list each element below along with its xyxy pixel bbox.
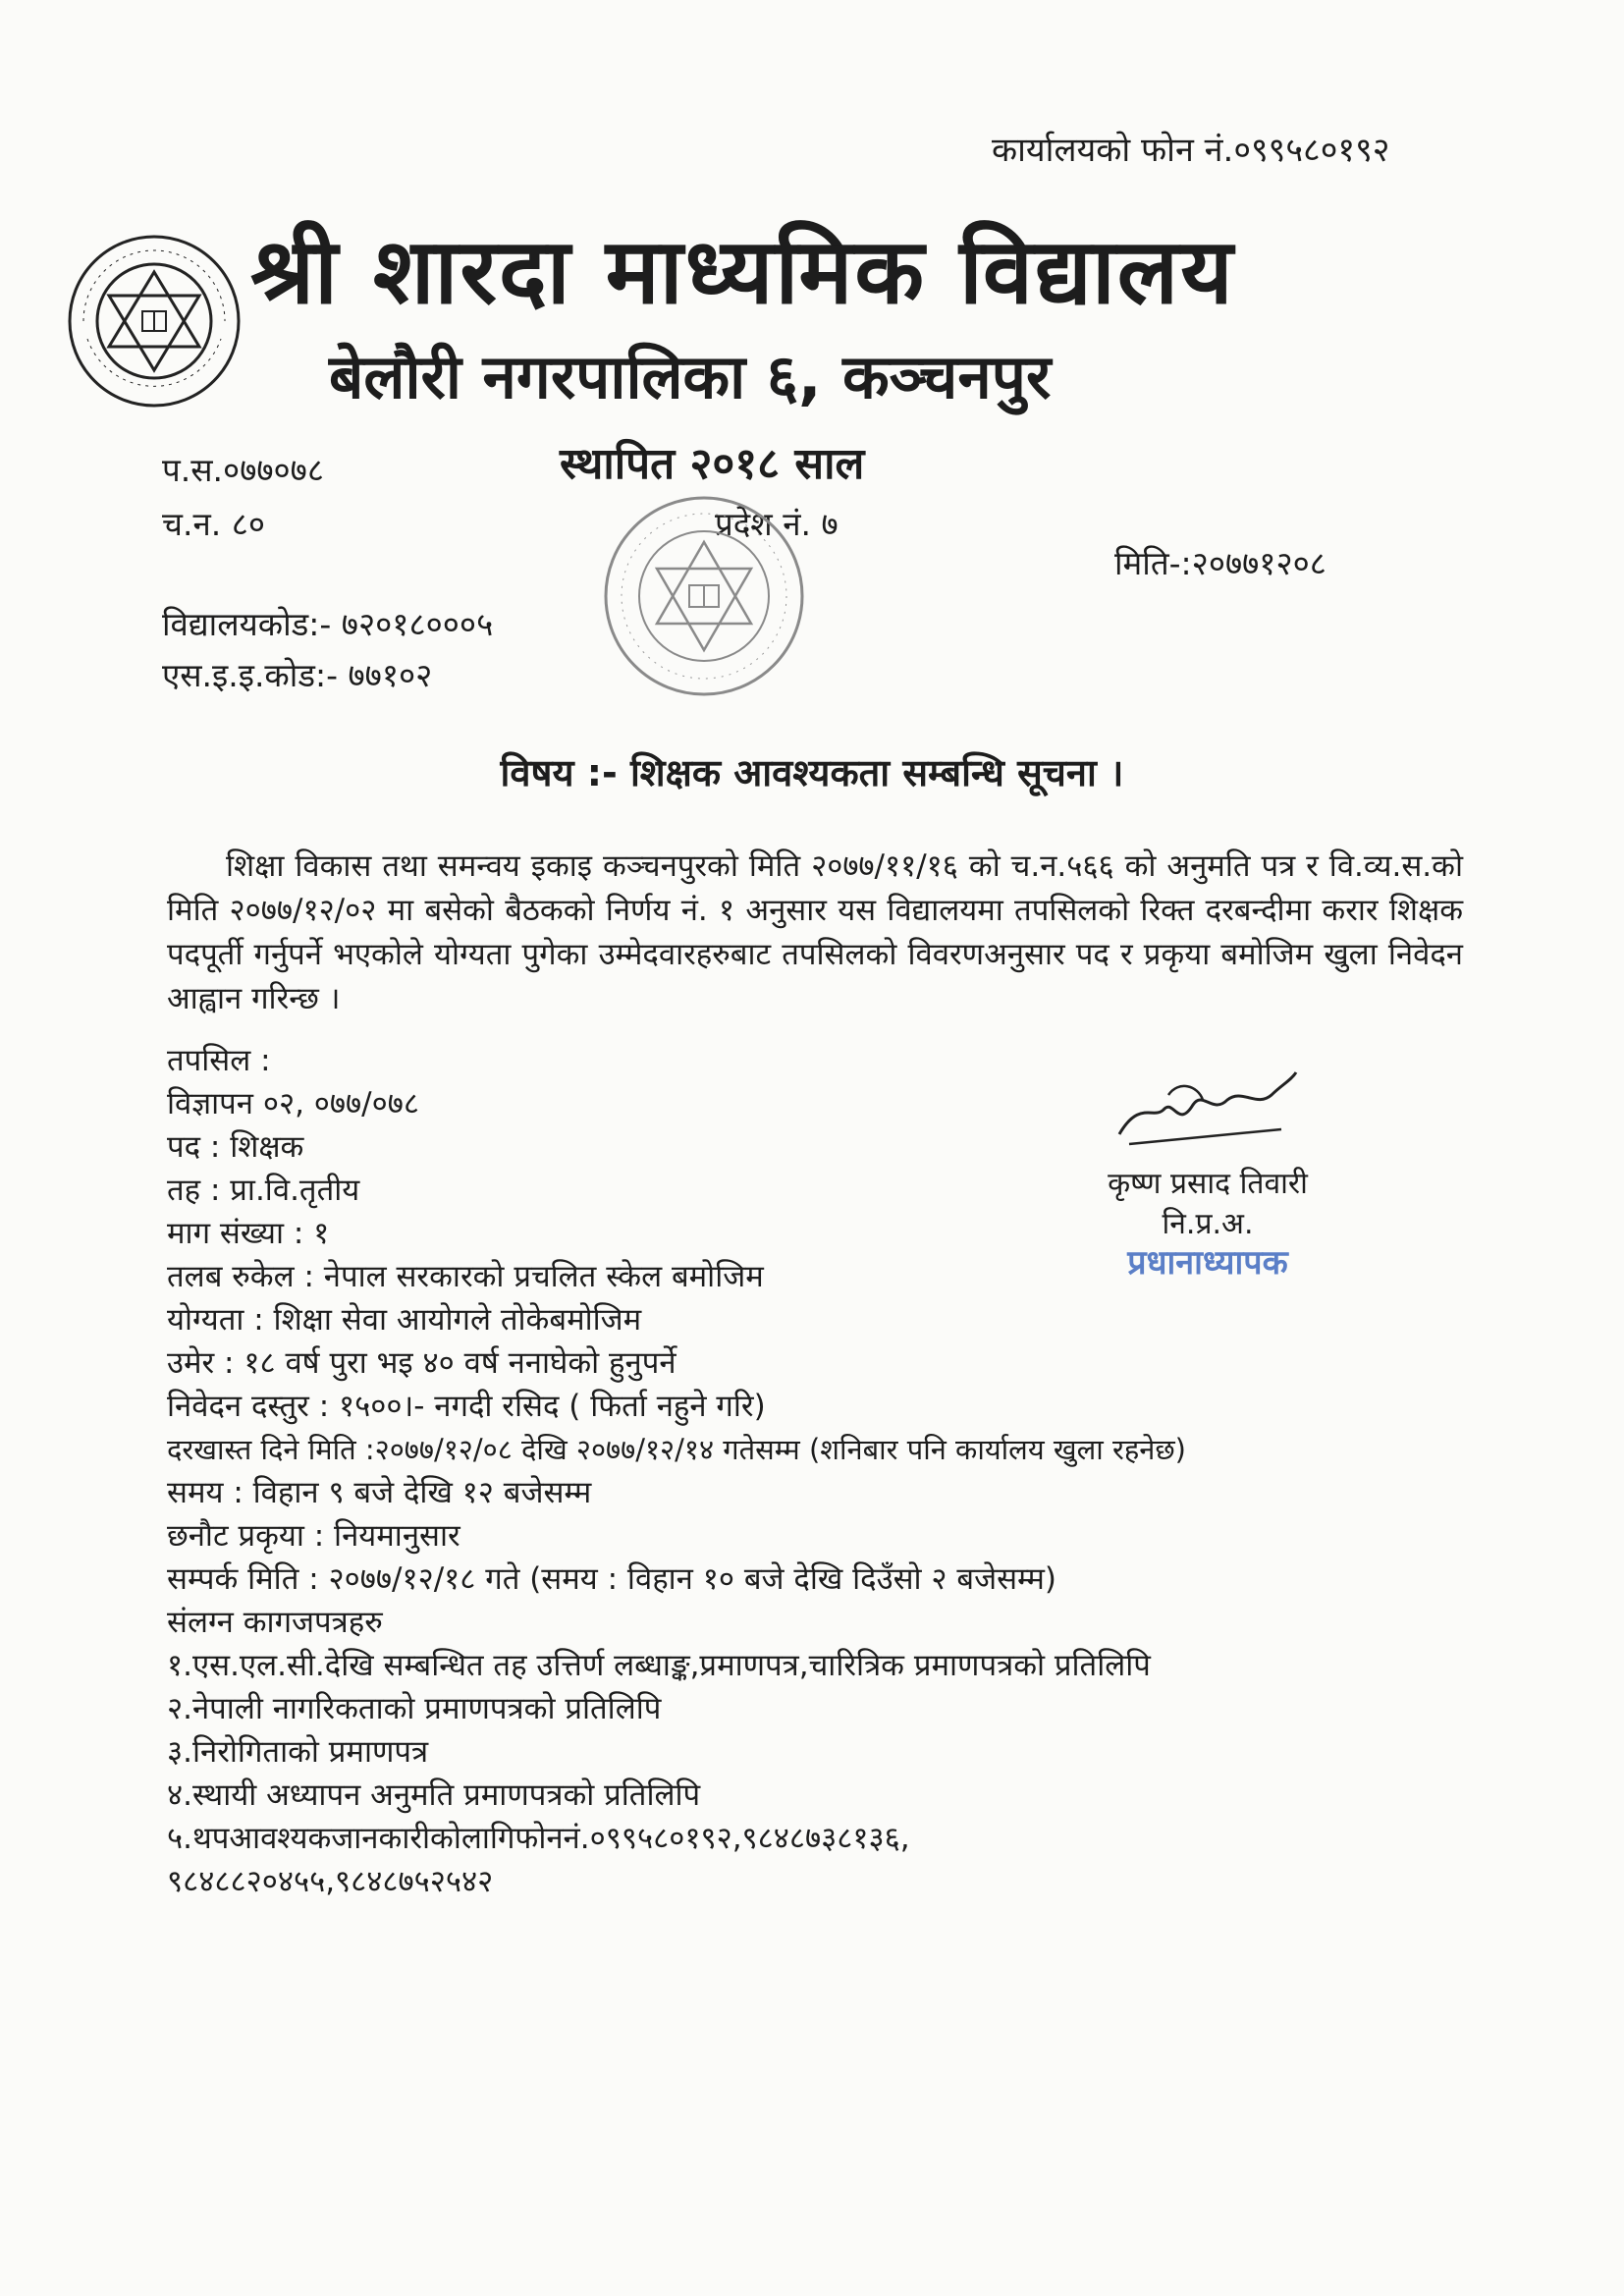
detail-line: ९८४८८२०४५५,९८४८७५२५४२ (167, 1864, 494, 1899)
detail-line: छनौट प्रकृया : नियमानुसार (167, 1518, 460, 1554)
dispatch-number: च.न. ८० (162, 505, 266, 543)
school-address: बेलौरी नगरपालिका ६, कञ्चनपुर (329, 341, 1052, 412)
signature-block (1051, 1061, 1365, 1284)
detail-line: तलब रुकेल : नेपाल सरकारको प्रचलित स्केल बमोजिम (167, 1259, 764, 1294)
detail-line: निवेदन दस्तुर : १५००।- नगदी रसिद ( फिर्ता नहुने गरि) (167, 1389, 766, 1424)
notice-body (167, 845, 1463, 1021)
detail-line: उमेर : १८ वर्ष पुरा भइ ४० वर्ष ननाघेको हुनुपर्ने (167, 1345, 677, 1381)
detail-line: समय : विहान ९ बजे देखि १२ बजेसम्म (167, 1475, 592, 1510)
letter-date: मिति-:२०७७१२०८ (1114, 544, 1326, 582)
detail-line: योग्यता : शिक्षा सेवा आयोगले तोकेबमोजिम (167, 1302, 642, 1338)
signatory-title: नि.प्र.अ. (1162, 1207, 1254, 1241)
detail-line: २.नेपाली नागरिकताको प्रमाणपत्रको प्रतिलिपि (167, 1691, 662, 1726)
headmaster-stamp: प्रधानाध्यापक (1127, 1243, 1288, 1283)
school-code: विद्यालयकोड:- ७२०१८०००५ (162, 605, 494, 643)
detail-line: दरखास्त दिने मिति :२०७७/१२/०८ देखि २०७७/१२/१४ गतेसम्म (शनिबार पनि कार्यालय खुला रहनेछ) (167, 1433, 1186, 1466)
detail-line: संलग्न कागजपत्रहरु (167, 1605, 383, 1640)
school-name: श्री शारदा माध्यमिक विद्यालय (250, 219, 1235, 324)
detail-line: तह : प्रा.वि.तृतीय (167, 1173, 360, 1208)
province-number: प्रदेश नं. ७ (715, 505, 839, 543)
notice-subject: विषय :- शिक्षक आवश्यकता सम्बन्धि सूचना । (500, 751, 1124, 794)
detail-line: तपसिल : (167, 1043, 271, 1078)
detail-line: ३.निरोगिताको प्रमाणपत्र (167, 1734, 429, 1770)
see-code: एस.इ.इ.कोड:- ७७१०२ (162, 656, 433, 694)
notice-paragraph: शिक्षा विकास तथा समन्वय इकाइ कञ्चनपुरको मिति २०७७/११/१६ को च.न.५६६ को अनुमति पत्र र वि.व्य.स.को मिति २०७७/१२/०२ मा बसेको बैठकको निर्णय नं. १ अनुसार यस विद्यालयमा तपसिलको रिक्त दरबन्दीमा करार शिक्षक पदपूर्ती गर्नुपर्ने भएकोले योग्यता पुगेका उम्मेदवारहरुबाट तपसिलको विवरणअनुसार पद र प्रकृया बमोजिम खुला निवेदन आह्वान गरिन्छ । (167, 848, 1463, 1016)
signatory-name: कृष्ण प्रसाद तिवारी (1108, 1167, 1308, 1201)
detail-line: पद : शिक्षक (167, 1129, 304, 1165)
school-seal-icon (599, 491, 810, 706)
school-emblem-icon (64, 231, 245, 416)
detail-line: ५.थपआवश्यकजानकारीकोलागिफोननं.०९९५८०१९२,९८४८७३८१३६, (167, 1821, 910, 1856)
detail-line: सम्पर्क मिति : २०७७/१२/१८ गते (समय : विहान १० बजे देखि दिउँसो २ बजेसम्म) (167, 1561, 1056, 1597)
signature-icon (1110, 1061, 1306, 1154)
established-year: स्थापित २०१८ साल (560, 439, 865, 489)
office-phone: कार्यालयको फोन नं.०९९५८०१९२ (992, 131, 1390, 170)
reference-year: प.स.०७७०७८ (162, 451, 324, 489)
detail-line: विज्ञापन ०२, ०७७/०७८ (167, 1086, 419, 1121)
detail-line: माग संख्या : १ (167, 1216, 330, 1251)
detail-line: ४.स्थायी अध्यापन अनुमति प्रमाणपत्रको प्रतिलिपि (167, 1777, 701, 1813)
detail-line: १.एस.एल.सी.देखि सम्बन्धित तह उत्तिर्ण लब्धाङ्क,प्रमाणपत्र,चारित्रिक प्रमाणपत्रको प्रतिलिपि (167, 1648, 1151, 1683)
